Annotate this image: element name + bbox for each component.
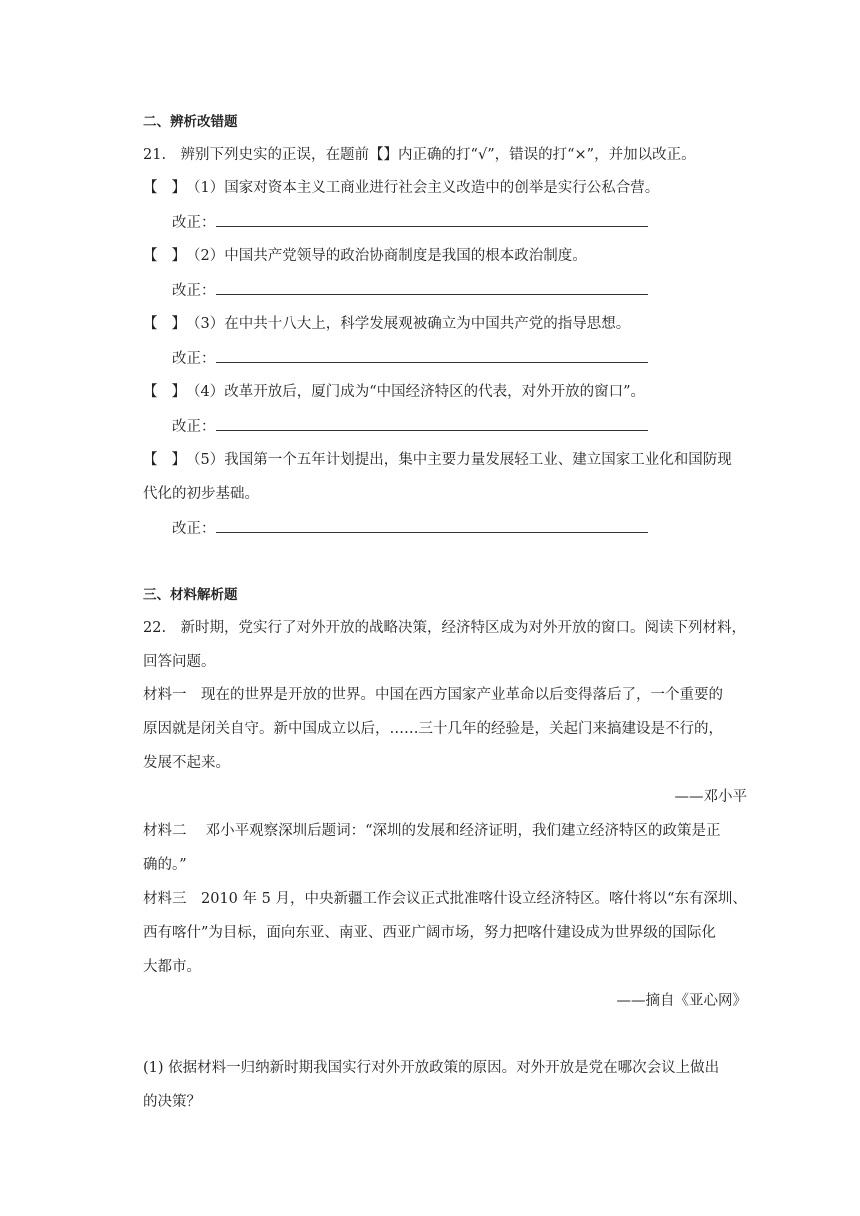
item-5-text: （5）我国第一个五年计划提出，集中主要力量发展轻工业、建立国家工业化和国防现: [186, 452, 732, 468]
item-3-text: （3）在中共十八大上，科学发展观被确立为中国共产党的指导思想。: [186, 316, 631, 332]
correction-blank-4[interactable]: [216, 416, 648, 431]
material-1-line-1: 材料一 现在的世界是开放的世界。中国在西方国家产业革命以后变得落后了，一个重要的: [143, 687, 723, 703]
material-3-source: ——摘自《亚心网》: [616, 993, 747, 1009]
item-5: [143, 450, 732, 470]
correction-1: [172, 212, 648, 233]
material-1-line-2: 原因就是闭关自守。新中国成立以后，……三十几年的经验是，关起门来搞建设是不行的，: [143, 721, 723, 737]
correction-blank-2[interactable]: [216, 280, 648, 295]
item-4-text: （4）改革开放后，厦门成为“中国经济特区的代表，对外开放的窗口”。: [186, 384, 646, 400]
correction-label: 改正：: [172, 215, 216, 231]
material-3-line-1: 材料三 2010 年 5 月，中央新疆工作会议正式批准喀什设立经济特区。喀什将以“东有深圳、: [143, 891, 747, 907]
correction-5: [172, 518, 648, 539]
material-2-line-2: 确的。”: [143, 857, 187, 873]
answer-bracket-right: 】: [171, 384, 186, 400]
sub-question-1-line-2: 的决策？: [143, 1094, 201, 1110]
answer-bracket-left: 【: [143, 384, 158, 400]
item-2-text: （2）中国共产党领导的政治协商制度是我国的根本政治制度。: [186, 248, 587, 264]
correction-label: 改正：: [172, 283, 216, 299]
answer-bracket-right: 】: [171, 248, 186, 264]
material-1-line-3: 发展不起来。: [143, 755, 230, 771]
material-2-line-1: 材料二 邓小平观察深圳后题词：“深圳的发展和经济证明，我们建立经济特区的政策是正: [143, 823, 721, 839]
item-5-text-cont: 代化的初步基础。: [143, 486, 259, 502]
section-title-2: 二、辨析改错题: [143, 114, 238, 130]
item-3: [143, 314, 630, 334]
item-1-text: （1）国家对资本主义工商业进行社会主义改造中的创举是实行公私合营。: [186, 180, 660, 196]
item-1: [143, 178, 659, 198]
correction-blank-1[interactable]: [216, 212, 648, 227]
item-2: [143, 246, 587, 266]
answer-bracket-left: 【: [143, 452, 158, 468]
section-title-3: 三、材料解析题: [143, 587, 238, 603]
material-3-line-3: 大都市。: [143, 959, 201, 975]
correction-4: [172, 416, 648, 437]
question-21-stem: 21. 辨别下列史实的正误，在题前【】内正确的打“√”，错误的打“×”，并加以改正。: [143, 147, 696, 163]
question-22-line-2: 回答问题。: [143, 654, 216, 670]
sub-question-1-line-1: (1) 依据材料一归纳新时期我国实行对外开放政策的原因。对外开放是党在哪次会议上做出: [143, 1060, 720, 1076]
correction-label: 改正：: [172, 351, 216, 367]
correction-3: [172, 348, 648, 369]
answer-bracket-left: 【: [143, 316, 158, 332]
correction-label: 改正：: [172, 521, 216, 537]
item-4: [143, 382, 645, 402]
answer-bracket-left: 【: [143, 180, 158, 196]
correction-label: 改正：: [172, 419, 216, 435]
answer-bracket-left: 【: [143, 248, 158, 264]
question-22-line-1: 22. 新时期，党实行了对外开放的战略决策，经济特区成为对外开放的窗口。阅读下列材料，: [143, 620, 747, 636]
material-1-source: ——邓小平: [674, 789, 747, 805]
material-3-line-2: 西有喀什”为目标，面向东亚、南亚、西亚广阔市场，努力把喀什建设成为世界级的国际化: [143, 925, 716, 941]
correction-2: [172, 280, 648, 301]
answer-bracket-right: 】: [171, 316, 186, 332]
answer-bracket-right: 】: [171, 180, 186, 196]
correction-blank-5[interactable]: [216, 518, 648, 533]
correction-blank-3[interactable]: [216, 348, 648, 363]
answer-bracket-right: 】: [171, 452, 186, 468]
